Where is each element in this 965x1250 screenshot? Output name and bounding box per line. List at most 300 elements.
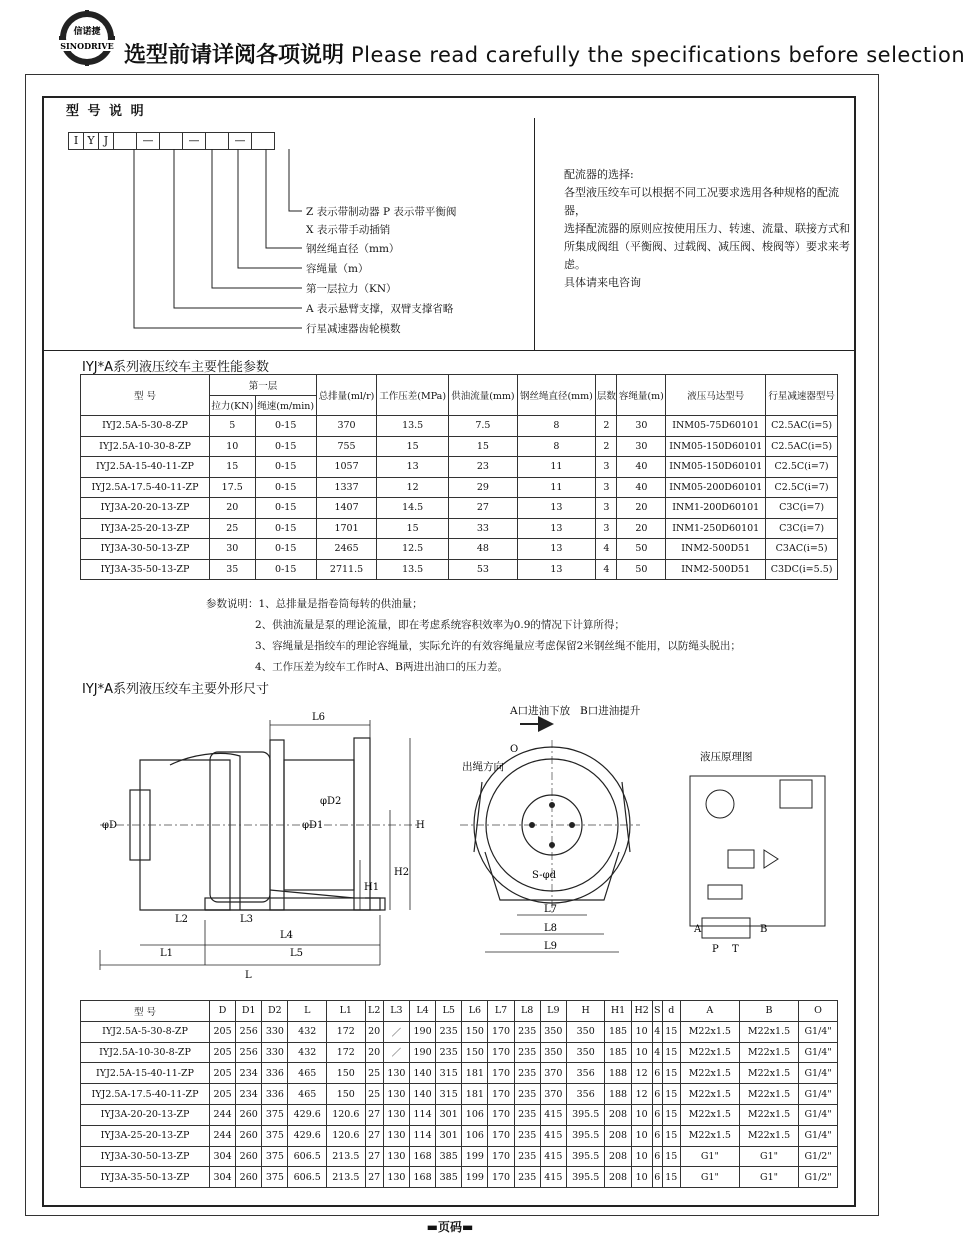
distributor-line: 选择配流器的原则应按使用压力、转速、流量、联接方式和 xyxy=(564,222,850,235)
model-section-title: 型 号 说 明 xyxy=(66,104,146,119)
performance-table-body xyxy=(81,416,838,580)
table-cell: 10 xyxy=(631,1104,652,1125)
table-cell: 0-15 xyxy=(255,477,316,498)
table-cell: 1057 xyxy=(316,457,376,478)
table-cell: 260 xyxy=(236,1104,262,1125)
table-row xyxy=(81,559,838,580)
dim-label: φD2 xyxy=(320,796,342,807)
table-cell: 4 xyxy=(596,559,617,580)
legend-item: 钢丝绳直径（mm） xyxy=(306,243,400,255)
table-cell: M22x1.5 xyxy=(739,1021,798,1042)
table-cell: 3 xyxy=(596,477,617,498)
table-cell: 114 xyxy=(409,1125,435,1146)
table-cell: 395.5 xyxy=(566,1125,605,1146)
page-title-cn: 选型前请详阅各项说明 xyxy=(124,43,345,68)
table-cell: 11 xyxy=(517,477,596,498)
dimension-drawing xyxy=(80,700,840,1000)
table-cell: 50 xyxy=(617,539,666,560)
motor-symbol xyxy=(706,790,734,818)
table-cell: 385 xyxy=(436,1167,462,1188)
dim-label: S-φd xyxy=(532,870,556,881)
table-cell: 15 xyxy=(662,1021,680,1042)
table-cell: 13 xyxy=(517,498,596,519)
table-cell: 6 xyxy=(652,1167,662,1188)
table-cell: 27 xyxy=(365,1146,383,1167)
dims-section-title: IYJ*A系列液压绞车主要外形尺寸 xyxy=(82,682,270,697)
table-cell: 3 xyxy=(596,498,617,519)
table-header-cell: L7 xyxy=(488,1001,514,1022)
dim-label: B xyxy=(760,924,768,935)
table-cell: 35 xyxy=(210,559,256,580)
table-row xyxy=(81,436,838,457)
table-cell: IYJ2.5A-5-30-8-ZP xyxy=(81,416,210,437)
table-header-cell: L3 xyxy=(383,1001,409,1022)
dim-label: P xyxy=(712,944,719,955)
table-cell: C2.5C(i=7) xyxy=(766,477,838,498)
table-cell: G1/2" xyxy=(799,1167,838,1188)
table-cell: M22x1.5 xyxy=(680,1063,739,1084)
table-cell: 205 xyxy=(210,1042,236,1063)
table-cell: 10 xyxy=(631,1167,652,1188)
table-cell: IYJ2.5A-10-30-8-ZP xyxy=(81,1042,210,1063)
dim-label: L5 xyxy=(290,948,304,959)
table-cell: INM2-500D51 xyxy=(666,539,766,560)
table-cell: 15 xyxy=(662,1084,680,1105)
table-cell: 13.5 xyxy=(377,559,449,580)
table-cell: IYJ2.5A-17.5-40-11-ZP xyxy=(81,477,210,498)
page-number-label: 页码 xyxy=(437,1220,462,1234)
table-cell: 40 xyxy=(617,477,666,498)
table-cell: 130 xyxy=(383,1146,409,1167)
page-title xyxy=(124,38,965,69)
table-header-cell: 型 号 xyxy=(81,1001,210,1022)
table-cell: 375 xyxy=(262,1125,288,1146)
table-cell: 375 xyxy=(262,1167,288,1188)
table-cell: 6 xyxy=(652,1063,662,1084)
table-cell: 15 xyxy=(662,1146,680,1167)
table-header-cell: H1 xyxy=(605,1001,631,1022)
table-cell: 6 xyxy=(652,1146,662,1167)
leader-lines xyxy=(44,120,534,352)
table-cell: 356 xyxy=(566,1063,605,1084)
note-line: 参数说明：1、总排量是指卷筒每转的供油量； xyxy=(206,598,423,610)
table-cell: 350 xyxy=(566,1042,605,1063)
table-cell: 15 xyxy=(662,1125,680,1146)
distributor-note xyxy=(564,166,854,292)
table-cell: 755 xyxy=(316,436,376,457)
table-header-cell: B xyxy=(739,1001,798,1022)
table-cell: 213.5 xyxy=(327,1167,366,1188)
table-header-cell: L8 xyxy=(514,1001,540,1022)
table-cell: G1/4" xyxy=(799,1104,838,1125)
table-cell: G1/4" xyxy=(799,1042,838,1063)
table-cell: 301 xyxy=(436,1104,462,1125)
table-cell: G1" xyxy=(680,1146,739,1167)
dim-label: T xyxy=(732,944,739,955)
table-cell: 170 xyxy=(488,1146,514,1167)
table-cell: 3 xyxy=(596,518,617,539)
table-cell: IYJ3A-35-50-13-ZP xyxy=(81,559,210,580)
table-cell: 170 xyxy=(488,1021,514,1042)
table-cell: 4 xyxy=(652,1021,662,1042)
dim-label: L xyxy=(245,970,252,981)
table-cell: 2465 xyxy=(316,539,376,560)
table-row xyxy=(81,1063,838,1084)
table-cell: 12 xyxy=(377,477,449,498)
th-model: 型 号 xyxy=(81,375,210,416)
table-row xyxy=(81,1084,838,1105)
table-cell: 2 xyxy=(596,416,617,437)
table-cell: 235 xyxy=(514,1104,540,1125)
table-cell: 185 xyxy=(605,1021,631,1042)
table-cell: 260 xyxy=(236,1125,262,1146)
table-cell: M22x1.5 xyxy=(739,1042,798,1063)
dimensions-table xyxy=(80,1000,838,1188)
dim-label: φD xyxy=(102,820,118,831)
table-cell: 170 xyxy=(488,1063,514,1084)
model-code-diagram xyxy=(44,120,534,352)
table-cell: M22x1.5 xyxy=(680,1125,739,1146)
table-cell: 27 xyxy=(365,1167,383,1188)
code-cell: Y xyxy=(83,132,99,150)
table-cell: 370 xyxy=(540,1063,566,1084)
table-cell: C2.5AC(i=5) xyxy=(766,416,838,437)
dim-label: L4 xyxy=(280,930,294,941)
table-cell: G1/4" xyxy=(799,1063,838,1084)
table-cell: 235 xyxy=(514,1042,540,1063)
table-header-cell: A xyxy=(680,1001,739,1022)
table-cell: 370 xyxy=(540,1084,566,1105)
table-cell: 429.6 xyxy=(288,1125,327,1146)
table-cell: IYJ3A-35-50-13-ZP xyxy=(81,1167,210,1188)
table-cell: 256 xyxy=(236,1042,262,1063)
table-cell: 5 xyxy=(210,416,256,437)
dim-label: H1 xyxy=(364,882,380,893)
table-cell: 208 xyxy=(605,1146,631,1167)
table-cell: 301 xyxy=(436,1125,462,1146)
table-cell: 14.5 xyxy=(377,498,449,519)
table-cell: 205 xyxy=(210,1084,236,1105)
rope-direction-label: 出绳方向 xyxy=(462,761,504,773)
table-cell: 23 xyxy=(449,457,517,478)
dimensions-header-row xyxy=(81,1001,838,1022)
table-cell: 0-15 xyxy=(255,559,316,580)
dim-label: L3 xyxy=(240,914,254,925)
table-cell: M22x1.5 xyxy=(680,1042,739,1063)
table-cell: 170 xyxy=(488,1125,514,1146)
table-cell: 185 xyxy=(605,1042,631,1063)
table-cell: INM05-75D60101 xyxy=(666,416,766,437)
table-cell: M22x1.5 xyxy=(739,1063,798,1084)
table-cell: G1" xyxy=(739,1167,798,1188)
table-cell: 106 xyxy=(462,1125,488,1146)
table-cell: 13 xyxy=(517,539,596,560)
table-cell: 140 xyxy=(409,1084,435,1105)
table-cell: 27 xyxy=(365,1104,383,1125)
table-header-cell: D1 xyxy=(236,1001,262,1022)
table-cell: 415 xyxy=(540,1125,566,1146)
table-cell: INM1-200D60101 xyxy=(666,498,766,519)
page-number: ▬页码▬ xyxy=(426,1220,474,1234)
table-cell: IYJ3A-20-20-13-ZP xyxy=(81,498,210,519)
table-cell: 244 xyxy=(210,1125,236,1146)
table-cell: 465 xyxy=(288,1063,327,1084)
model-divider xyxy=(534,118,535,350)
table-cell: 20 xyxy=(617,518,666,539)
table-cell: 150 xyxy=(327,1063,366,1084)
table-cell: 350 xyxy=(540,1021,566,1042)
table-cell: 256 xyxy=(236,1021,262,1042)
table-cell: IYJ2.5A-17.5-40-11-ZP xyxy=(81,1084,210,1105)
table-cell: 415 xyxy=(540,1167,566,1188)
table-cell: 181 xyxy=(462,1084,488,1105)
dim-label: φD1 xyxy=(302,820,324,831)
table-cell: 25 xyxy=(365,1063,383,1084)
table-cell: 15 xyxy=(449,436,517,457)
table-cell: IYJ3A-20-20-13-ZP xyxy=(81,1104,210,1125)
table-cell: IYJ2.5A-5-30-8-ZP xyxy=(81,1021,210,1042)
th-first-layer: 第一层 xyxy=(210,375,317,396)
table-cell: 606.5 xyxy=(288,1146,327,1167)
table-cell: 375 xyxy=(262,1146,288,1167)
table-header-cell: L5 xyxy=(436,1001,462,1022)
table-cell: 11 xyxy=(517,457,596,478)
distributor-line: 具体请来电咨询 xyxy=(564,276,641,289)
th-pressure: 工作压差(MPa) xyxy=(377,375,449,416)
table-cell: 12 xyxy=(631,1084,652,1105)
table-cell: 15 xyxy=(377,518,449,539)
table-cell: IYJ2.5A-10-30-8-ZP xyxy=(81,436,210,457)
table-cell: 188 xyxy=(605,1084,631,1105)
table-cell: G1" xyxy=(739,1146,798,1167)
table-cell: 606.5 xyxy=(288,1167,327,1188)
table-cell: 330 xyxy=(262,1042,288,1063)
legend-item: 第一层拉力（KN） xyxy=(306,283,397,295)
table-row xyxy=(81,1104,838,1125)
table-cell: 234 xyxy=(236,1084,262,1105)
table-cell: C3DC(i=5.5) xyxy=(766,559,838,580)
table-cell: 170 xyxy=(488,1084,514,1105)
table-cell: M22x1.5 xyxy=(739,1084,798,1105)
dim-label: O xyxy=(510,744,519,755)
table-cell: 205 xyxy=(210,1021,236,1042)
table-cell: 315 xyxy=(436,1063,462,1084)
table-cell: INM05-150D60101 xyxy=(666,436,766,457)
table-cell: 6 xyxy=(652,1104,662,1125)
table-row xyxy=(81,416,838,437)
dimensions-table-body xyxy=(81,1021,838,1187)
table-cell: C3AC(i=5) xyxy=(766,539,838,560)
table-row xyxy=(81,1021,838,1042)
perf-section-title: IYJ*A系列液压绞车主要性能参数 xyxy=(82,360,270,375)
table-cell: G1/2" xyxy=(799,1146,838,1167)
table-header-cell: O xyxy=(799,1001,838,1022)
table-cell: ／ xyxy=(383,1021,409,1042)
th-displacement: 总排量(ml/r) xyxy=(316,375,376,416)
table-cell: 350 xyxy=(540,1042,566,1063)
table-cell: 375 xyxy=(262,1104,288,1125)
table-cell: G1/4" xyxy=(799,1125,838,1146)
table-header-cell: S xyxy=(652,1001,662,1022)
table-cell: 234 xyxy=(236,1063,262,1084)
table-cell: C2.5C(i=7) xyxy=(766,457,838,478)
table-cell: 1337 xyxy=(316,477,376,498)
page-title-en: Please read carefully the specifications before selection xyxy=(351,43,965,67)
dim-label: L6 xyxy=(312,712,326,723)
note-line: 4、工作压差为绞车工作时A、B两进出油口的压力差。 xyxy=(255,661,508,673)
table-cell: 27 xyxy=(365,1125,383,1146)
table-cell: 170 xyxy=(488,1104,514,1125)
table-cell: IYJ3A-25-20-13-ZP xyxy=(81,1125,210,1146)
table-cell: 140 xyxy=(409,1063,435,1084)
table-cell: 130 xyxy=(383,1063,409,1084)
table-cell: 260 xyxy=(236,1146,262,1167)
table-cell: 25 xyxy=(210,518,256,539)
logo-cn: 信诺捷 xyxy=(73,27,101,37)
th-capacity: 容绳量(m) xyxy=(617,375,666,416)
table-cell: 235 xyxy=(436,1042,462,1063)
legend-item: X 表示带手动插销 xyxy=(306,224,391,236)
table-cell: 0-15 xyxy=(255,416,316,437)
table-cell: 15 xyxy=(377,436,449,457)
legend-item: Z 表示带制动器 P 表示带平衡阀 xyxy=(306,206,457,218)
table-cell: 10 xyxy=(631,1146,652,1167)
table-cell: INM2-500D51 xyxy=(666,559,766,580)
table-cell: 415 xyxy=(540,1104,566,1125)
motor-body xyxy=(140,760,230,910)
table-cell: M22x1.5 xyxy=(739,1104,798,1125)
code-cell: — xyxy=(182,132,206,150)
dim-label: L1 xyxy=(160,948,174,959)
table-header-cell: H xyxy=(566,1001,605,1022)
distributor-line: 所集成阀组（平衡阀、过载阀、减压阀、梭阀等）要求来考虑。 xyxy=(564,240,850,271)
table-cell: 150 xyxy=(462,1042,488,1063)
dim-label: H2 xyxy=(394,867,410,878)
table-cell: 304 xyxy=(210,1167,236,1188)
table-row xyxy=(81,518,838,539)
table-cell: ／ xyxy=(383,1042,409,1063)
table-header-cell: L9 xyxy=(540,1001,566,1022)
table-cell: 315 xyxy=(436,1084,462,1105)
th-layers: 层数 xyxy=(596,375,617,416)
table-cell: 260 xyxy=(236,1167,262,1188)
table-cell: 13 xyxy=(517,559,596,580)
table-cell: 190 xyxy=(409,1021,435,1042)
table-cell: 205 xyxy=(210,1063,236,1084)
table-cell: 385 xyxy=(436,1146,462,1167)
table-cell: G1" xyxy=(680,1167,739,1188)
table-cell: 15 xyxy=(662,1042,680,1063)
table-cell: 15 xyxy=(662,1063,680,1084)
dim-label: A xyxy=(694,924,702,935)
table-cell: 0-15 xyxy=(255,498,316,519)
table-cell: 0-15 xyxy=(255,518,316,539)
table-cell: IYJ3A-25-20-13-ZP xyxy=(81,518,210,539)
distributor-title: 配流器的选择: xyxy=(564,168,634,181)
table-cell: 150 xyxy=(462,1021,488,1042)
table-cell: M22x1.5 xyxy=(680,1084,739,1105)
table-cell: 181 xyxy=(462,1063,488,1084)
table-cell: 13 xyxy=(377,457,449,478)
table-cell: 235 xyxy=(436,1021,462,1042)
table-cell: 213.5 xyxy=(327,1146,366,1167)
th-pull: 拉力(KN) xyxy=(210,395,256,416)
table-cell: 8 xyxy=(517,416,596,437)
table-cell: 199 xyxy=(462,1167,488,1188)
table-cell: M22x1.5 xyxy=(680,1021,739,1042)
table-cell: 10 xyxy=(631,1125,652,1146)
b-port-label: B口进油提升 xyxy=(580,705,641,717)
table-cell: 235 xyxy=(514,1063,540,1084)
table-cell: IYJ3A-30-50-13-ZP xyxy=(81,539,210,560)
table-cell: 350 xyxy=(566,1021,605,1042)
table-row xyxy=(81,1042,838,1063)
table-cell: IYJ2.5A-15-40-11-ZP xyxy=(81,457,210,478)
table-cell: 188 xyxy=(605,1063,631,1084)
dim-label: L8 xyxy=(544,923,558,934)
table-header-cell: d xyxy=(662,1001,680,1022)
table-cell: 172 xyxy=(327,1021,366,1042)
table-cell: 170 xyxy=(488,1042,514,1063)
table-cell: 415 xyxy=(540,1146,566,1167)
table-cell: 304 xyxy=(210,1146,236,1167)
table-cell: 244 xyxy=(210,1104,236,1125)
table-cell: 1407 xyxy=(316,498,376,519)
table-cell: IYJ2.5A-15-40-11-ZP xyxy=(81,1063,210,1084)
table-cell: 48 xyxy=(449,539,517,560)
table-cell: 53 xyxy=(449,559,517,580)
code-cell: J xyxy=(98,132,114,150)
th-flow: 供油流量(mm) xyxy=(449,375,517,416)
legend-item: 行星减速器齿轮模数 xyxy=(306,323,401,335)
table-cell: 199 xyxy=(462,1146,488,1167)
table-cell: 12.5 xyxy=(377,539,449,560)
table-cell: 432 xyxy=(288,1042,327,1063)
table-cell: 10 xyxy=(210,436,256,457)
th-speed: 绳速(m/min) xyxy=(255,395,316,416)
a-port-label: A口进油下放 xyxy=(510,705,571,717)
page-header xyxy=(44,10,965,70)
table-row xyxy=(81,1167,838,1188)
dim-label: H xyxy=(416,820,425,831)
table-cell: 50 xyxy=(617,559,666,580)
table-cell: 30 xyxy=(210,539,256,560)
table-cell: 130 xyxy=(383,1125,409,1146)
table-cell: 336 xyxy=(262,1063,288,1084)
table-cell: 6 xyxy=(652,1125,662,1146)
table-cell: 4 xyxy=(596,539,617,560)
performance-table xyxy=(80,374,838,580)
table-cell: 25 xyxy=(365,1084,383,1105)
dim-label: L2 xyxy=(175,914,189,925)
table-cell: 208 xyxy=(605,1104,631,1125)
table-cell: 465 xyxy=(288,1084,327,1105)
table-cell: 395.5 xyxy=(566,1146,605,1167)
th-rope: 钢丝绳直径(mm) xyxy=(517,375,596,416)
table-header-cell: L2 xyxy=(365,1001,383,1022)
table-cell: INM05-200D60101 xyxy=(666,477,766,498)
table-cell: 235 xyxy=(514,1021,540,1042)
legend-item: A 表示悬臂支撑，双臂支撑省略 xyxy=(306,303,454,315)
table-cell: G1/4" xyxy=(799,1084,838,1105)
table-cell: M22x1.5 xyxy=(739,1125,798,1146)
table-cell: 336 xyxy=(262,1084,288,1105)
table-cell: 168 xyxy=(409,1167,435,1188)
table-row xyxy=(81,1146,838,1167)
table-cell: 8 xyxy=(517,436,596,457)
th-reducer: 行星减速器型号 xyxy=(766,375,838,416)
table-cell: 130 xyxy=(383,1104,409,1125)
